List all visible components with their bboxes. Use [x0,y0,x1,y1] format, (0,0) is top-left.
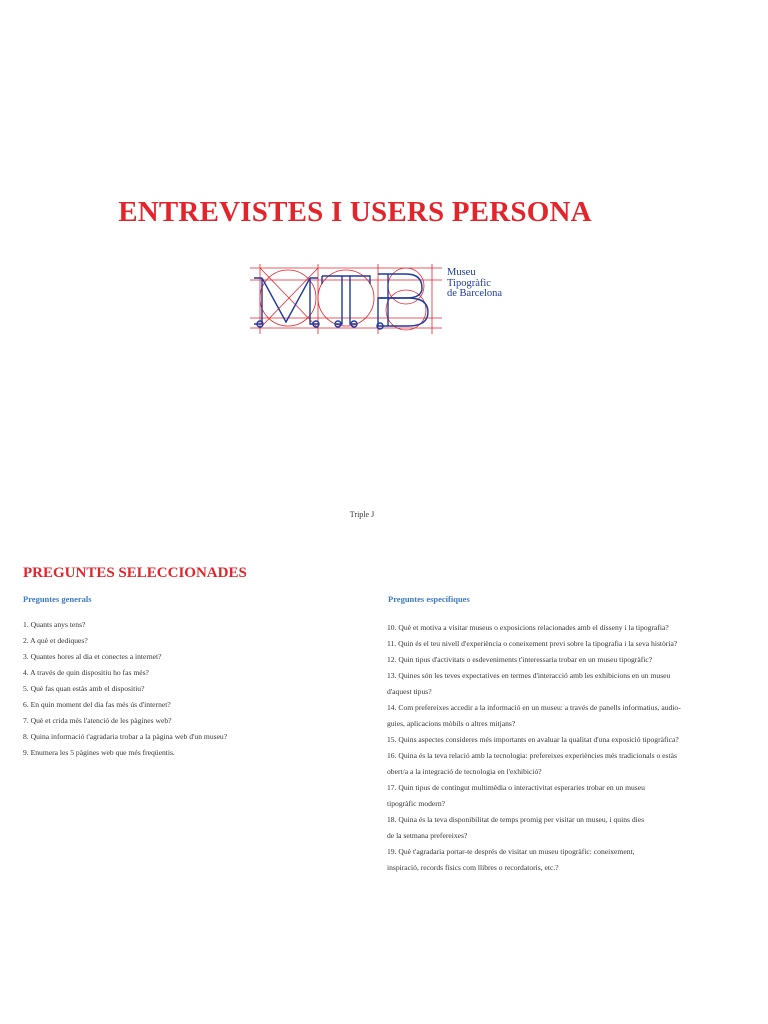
question-item: d'aquest tipus? [387,687,432,696]
question-item: 15. Quins aspectes consideres més importants en avaluar la qualitat d'una exposició tipogràfica? [387,735,679,744]
logo-wordmark [447,268,502,300]
question-item: 11. Quin és el teu nivell d'experiència o coneixement previ sobre la tipografia i la seva història? [387,639,678,648]
question-item: 5. Què fas quan estàs amb el dispositiu? [23,684,145,693]
question-item: 10. Què et motiva a visitar museus o exposicions relacionades amb el disseny i la tipografia? [387,623,669,632]
question-item: 3. Quantes hores al dia et conectes a internet? [23,652,162,661]
specific-questions-heading: Preguntes específiques [388,594,470,604]
question-item: 14. Com prefereixes accedir a la informació en un museu: a través de panells informatius, audio- [387,703,681,712]
mtb-logo-mark-icon [246,262,446,338]
question-item: 8. Quina informació t'agradaria trobar a la pàgina web d'un museu? [23,732,228,741]
question-item: tipogràfic modern? [387,799,445,808]
question-item: 17. Quin tipus de contingut multimèdia o interactivitat esperaries trobar en un museu [387,783,645,792]
question-item: 19. Què t'agradaria portar-te després de visitar un museu tipogràfic: coneixement, [387,847,635,856]
section-title: PREGUNTES SELECCIONADES [23,565,247,581]
question-item: obert/a a la integració de tecnologia en l'exhibició? [387,767,542,776]
general-questions-heading: Preguntes generals [23,594,92,604]
question-item: guies, aplicacions mòbils o altres mitjans? [387,719,516,728]
museum-logo [246,262,516,338]
question-item: inspiració, records físics com llibres o recordatoris, etc.? [387,863,559,872]
question-item: 7. Què et crida més l'atenció de les pàgines web? [23,716,172,725]
question-item: 16. Quina és la teva relació amb la tecnologia: prefereixes experiències més tradicionals o estàs [387,751,677,760]
document-title: ENTREVISTES I USERS PERSONA [118,196,592,228]
logo-text-line: de Barcelona [447,288,503,299]
author-name: Triple J [349,510,375,519]
question-item: 2. A què et dediques? [23,636,88,645]
question-item: 12. Quin tipus d'activitats o esdeveniments t'interessaria trobar en un museu tipogràfic? [387,655,653,664]
general-questions-list [23,617,353,761]
question-item: 18. Quina és la teva disponibilitat de temps promig per visitar un museu, i quins dies [387,815,645,824]
logo-text-line: Tipogràfic [447,277,491,289]
question-item: de la setmana prefereixes? [387,831,468,840]
logo-text-line: Museu [447,267,476,278]
question-item: 1. Quants anys tens? [23,620,86,629]
question-item: 13. Quines són les teves expectatives en termes d'interacció amb les exhibicions en un museu [387,671,671,680]
specific-questions-list [387,620,742,876]
question-item: 6. En quin moment del dia fas més ús d'internet? [23,700,171,709]
question-item: 4. A través de quin dispositiu ho fas més? [23,668,149,677]
question-item: 9. Enumera les 5 pàgines web que més freqüentis. [23,748,175,757]
